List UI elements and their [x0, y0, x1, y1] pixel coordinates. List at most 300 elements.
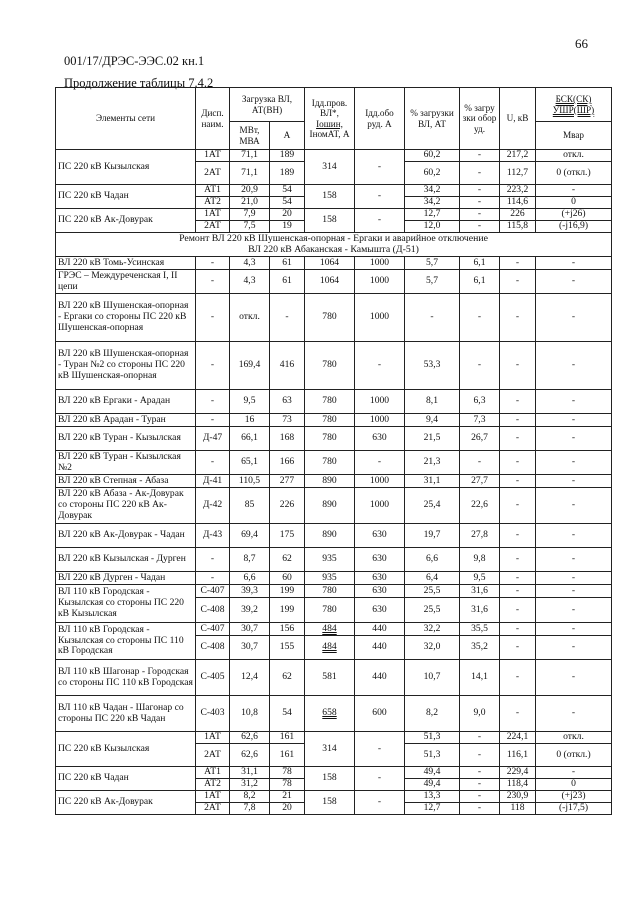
cell-disp: АТ2 [196, 779, 230, 791]
header-idd-prov-line2: Iошин, [316, 118, 343, 129]
cell-pct-obor: 35,5 [460, 623, 500, 636]
cell-mw: 21,0 [230, 197, 270, 209]
cell-disp: - [196, 270, 230, 294]
cell-u: 118,4 [500, 779, 536, 791]
cell-pct: 12,0 [405, 221, 460, 233]
cell-pct: 34,2 [405, 197, 460, 209]
table-row [56, 660, 612, 696]
cell-a: 277 [270, 475, 305, 488]
table-row [56, 767, 612, 779]
cell-bsk: - [536, 488, 612, 524]
row-element: ПС 220 кВ Кызылская [56, 150, 196, 185]
cell-mw: 66,1 [230, 427, 270, 451]
cell-bsk: - [536, 660, 612, 696]
table-row [56, 427, 612, 451]
cell-disp: АТ1 [196, 767, 230, 779]
cell-disp: - [196, 451, 230, 475]
cell-pct: 8,1 [405, 390, 460, 414]
cell-u: - [500, 598, 536, 623]
cell-mw: 62,6 [230, 744, 270, 767]
cell-disp: С-408 [196, 598, 230, 623]
cell-obor: 440 [355, 623, 405, 636]
cell-u: - [500, 270, 536, 294]
table-row [56, 185, 612, 197]
cell-mw: 65,1 [230, 451, 270, 475]
cell-a: 19 [270, 221, 305, 233]
cell-pct-obor: 31,6 [460, 585, 500, 598]
cell-pct: 60,2 [405, 150, 460, 162]
row-element: ПС 220 кВ Ак-Довурак [56, 209, 196, 233]
cell-pct-obor: - [460, 791, 500, 803]
cell-u: 223,2 [500, 185, 536, 197]
cell-pct: 31,1 [405, 475, 460, 488]
cell-u: 226 [500, 209, 536, 221]
cell-a: 175 [270, 524, 305, 548]
cell-obor: - [355, 732, 405, 767]
cell-u: - [500, 548, 536, 572]
cell-mw: 69,4 [230, 524, 270, 548]
cell-bsk: (+j26) [536, 209, 612, 221]
cell-pct-obor: - [460, 342, 500, 390]
cell-disp: 2АТ [196, 221, 230, 233]
row-element: ВЛ 220 кВ Туран - Кызылская №2 [56, 451, 196, 475]
table-row [56, 696, 612, 732]
cell-idd: 890 [305, 488, 355, 524]
cell-idd: 158 [305, 791, 355, 815]
cell-obor: 630 [355, 585, 405, 598]
cell-pct-obor: 14,1 [460, 660, 500, 696]
table-row [56, 488, 612, 524]
cell-a: 21 [270, 791, 305, 803]
row-element: ВЛ 110 кВ Шагонар - Городская со стороны ПС 110 кВ Городская [56, 660, 196, 696]
cell-idd: 780 [305, 598, 355, 623]
cell-disp: 1АТ [196, 209, 230, 221]
cell-u: 230,9 [500, 791, 536, 803]
cell-bsk: - [536, 185, 612, 197]
row-element: ВЛ 220 кВ Абаза - Ак-Довурак со стороны ПС 220 кВ Ак-Довурак [56, 488, 196, 524]
cell-u: 116,1 [500, 744, 536, 767]
table-row [56, 342, 612, 390]
row-element: ВЛ 220 кВ Шушенская-опорная - Ергаки со стороны ПС 220 кВ Шушенская-опорная [56, 294, 196, 342]
row-element: ПС 220 кВ Ак-Довурак [56, 791, 196, 815]
cell-bsk: - [536, 270, 612, 294]
cell-a: 62 [270, 548, 305, 572]
cell-bsk: - [536, 451, 612, 475]
cell-idd [305, 623, 355, 636]
header-idd-prov [305, 88, 355, 150]
cell-pct-obor: - [460, 779, 500, 791]
cell-a: 54 [270, 197, 305, 209]
section-title [56, 233, 612, 257]
cell-idd: 1064 [305, 270, 355, 294]
cell-a: 20 [270, 209, 305, 221]
cell-idd: 780 [305, 451, 355, 475]
cell-a: 156 [270, 623, 305, 636]
table-row [56, 209, 612, 221]
row-element: ПС 220 кВ Чадан [56, 185, 196, 209]
header-mw: МВт, МВА [230, 122, 270, 150]
cell-mw: 71,1 [230, 162, 270, 185]
cell-disp: Д-47 [196, 427, 230, 451]
cell-mw: 12,4 [230, 660, 270, 696]
cell-idd: 890 [305, 524, 355, 548]
table-row [56, 414, 612, 427]
cell-pct-obor: - [460, 185, 500, 197]
cell-pct: 32,0 [405, 636, 460, 660]
cell-idd: 935 [305, 572, 355, 585]
cell-pct-obor: 9,0 [460, 696, 500, 732]
cell-bsk: - [536, 636, 612, 660]
cell-bsk: - [536, 257, 612, 270]
cell-pct-obor: - [460, 803, 500, 815]
header-bsk [536, 88, 612, 122]
cell-mw: 7,5 [230, 221, 270, 233]
cell-pct: 5,7 [405, 270, 460, 294]
page-number: 66 [575, 36, 588, 51]
cell-bsk: 0 (откл.) [536, 744, 612, 767]
cell-disp: Д-43 [196, 524, 230, 548]
row-element: ВЛ 220 кВ Шушенская-опорная - Туран №2 со стороны ПС 220 кВ Шушенская-опорная [56, 342, 196, 390]
cell-u: - [500, 257, 536, 270]
cell-bsk: (-j16,9) [536, 221, 612, 233]
cell-a: 60 [270, 572, 305, 585]
header-idd-obor: Iдд.обо руд. А [355, 88, 405, 150]
table-row [56, 150, 612, 162]
cell-pct: 51,3 [405, 744, 460, 767]
cell-obor: 630 [355, 548, 405, 572]
cell-pct-obor: 27,8 [460, 524, 500, 548]
cell-disp: - [196, 390, 230, 414]
row-element: ВЛ 220 кВ Ак-Довурак - Чадан [56, 524, 196, 548]
row-element: ПС 220 кВ Чадан [56, 767, 196, 791]
cell-obor: - [355, 791, 405, 815]
header-load: Загрузка ВЛ, АТ(ВН) [230, 88, 305, 122]
cell-pct-obor: 31,6 [460, 598, 500, 623]
cell-pct: 53,3 [405, 342, 460, 390]
cell-pct: 12,7 [405, 209, 460, 221]
row-element: ВЛ 220 кВ Ергаки - Арадан [56, 390, 196, 414]
cell-pct: 49,4 [405, 779, 460, 791]
cell-u: 118 [500, 803, 536, 815]
cell-disp: - [196, 257, 230, 270]
cell-obor: 1000 [355, 488, 405, 524]
cell-disp: 2АТ [196, 803, 230, 815]
table-row [56, 572, 612, 585]
row-element: ПС 220 кВ Кызылская [56, 732, 196, 767]
cell-a: 63 [270, 390, 305, 414]
cell-a: 416 [270, 342, 305, 390]
cell-bsk: - [536, 767, 612, 779]
cell-disp: 1АТ [196, 150, 230, 162]
cell-idd: 780 [305, 585, 355, 598]
table-row [56, 623, 612, 636]
cell-bsk: - [536, 585, 612, 598]
cell-obor: - [355, 185, 405, 209]
row-element: ВЛ 110 кВ Чадан - Шагонар со стороны ПС 220 кВ Чадан [56, 696, 196, 732]
header-mvar: Мвар [536, 122, 612, 150]
cell-obor: 440 [355, 636, 405, 660]
cell-mw: откл. [230, 294, 270, 342]
cell-pct: - [405, 294, 460, 342]
cell-u: 224,1 [500, 732, 536, 744]
cell-mw: 31,1 [230, 767, 270, 779]
cell-pct-obor: - [460, 209, 500, 221]
cell-a: 20 [270, 803, 305, 815]
cell-bsk: (+j23) [536, 791, 612, 803]
cell-mw: 8,7 [230, 548, 270, 572]
cell-obor: - [355, 451, 405, 475]
cell-pct: 25,4 [405, 488, 460, 524]
cell-pct-obor: - [460, 744, 500, 767]
cell-mw: 31,2 [230, 779, 270, 791]
cell-a: 155 [270, 636, 305, 660]
cell-a: 61 [270, 257, 305, 270]
cell-idd-text: 484 [322, 641, 337, 653]
cell-u: - [500, 451, 536, 475]
cell-disp: С-407 [196, 623, 230, 636]
cell-a: 168 [270, 427, 305, 451]
cell-obor: 630 [355, 524, 405, 548]
header-bsk-text: БСК(СК) УШР(ШР) [552, 94, 595, 115]
cell-obor: 1000 [355, 475, 405, 488]
cell-pct-obor: 27,7 [460, 475, 500, 488]
header-a: А [270, 122, 305, 150]
cell-bsk: - [536, 572, 612, 585]
cell-u: - [500, 696, 536, 732]
cell-disp: - [196, 572, 230, 585]
cell-obor: - [355, 150, 405, 185]
cell-idd: 158 [305, 767, 355, 791]
cell-mw: 169,4 [230, 342, 270, 390]
cell-mw: 71,1 [230, 150, 270, 162]
cell-pct: 12,7 [405, 803, 460, 815]
cell-pct-obor: 35,2 [460, 636, 500, 660]
table-row [56, 791, 612, 803]
cell-mw: 20,9 [230, 185, 270, 197]
cell-mw: 10,8 [230, 696, 270, 732]
cell-pct-obor: 6,3 [460, 390, 500, 414]
cell-bsk: - [536, 548, 612, 572]
cell-u: - [500, 660, 536, 696]
cell-bsk: - [536, 414, 612, 427]
cell-pct: 25,5 [405, 585, 460, 598]
cell-mw: 39,3 [230, 585, 270, 598]
cell-idd: 314 [305, 732, 355, 767]
cell-bsk: - [536, 294, 612, 342]
cell-pct-obor: - [460, 162, 500, 185]
cell-obor: 1000 [355, 257, 405, 270]
cell-obor: 440 [355, 660, 405, 696]
cell-u: - [500, 390, 536, 414]
table-continuation-title: Продолжение таблицы 7.4.2 [64, 76, 214, 90]
cell-obor: - [355, 209, 405, 233]
row-element: ВЛ 220 кВ Томь-Усинская [56, 257, 196, 270]
cell-pct-obor: - [460, 150, 500, 162]
cell-a: 54 [270, 185, 305, 197]
row-element: ВЛ 220 кВ Кызылская - Дурген [56, 548, 196, 572]
cell-pct-obor: - [460, 732, 500, 744]
cell-pct-obor: 6,1 [460, 257, 500, 270]
cell-pct: 51,3 [405, 732, 460, 744]
cell-pct: 34,2 [405, 185, 460, 197]
cell-bsk: - [536, 427, 612, 451]
cell-bsk: - [536, 524, 612, 548]
cell-pct: 21,3 [405, 451, 460, 475]
cell-mw: 4,3 [230, 257, 270, 270]
cell-pct: 8,2 [405, 696, 460, 732]
section-title-line1: Ремонт ВЛ 220 кВ Шушенская-опорная - Ергаки и аварийное отключение [179, 232, 488, 244]
cell-bsk: откл. [536, 150, 612, 162]
cell-bsk: 0 [536, 779, 612, 791]
table-row [56, 390, 612, 414]
cell-a: - [270, 294, 305, 342]
cell-u: - [500, 524, 536, 548]
cell-pct-obor: 22,6 [460, 488, 500, 524]
cell-pct: 49,4 [405, 767, 460, 779]
cell-u: 217,2 [500, 150, 536, 162]
cell-pct: 9,4 [405, 414, 460, 427]
section-row [56, 233, 612, 257]
cell-bsk: - [536, 390, 612, 414]
row-element: ВЛ 220 кВ Степная - Абаза [56, 475, 196, 488]
cell-mw: 39,2 [230, 598, 270, 623]
header-disp: Дисп. наим. [196, 88, 230, 150]
cell-obor: 1000 [355, 414, 405, 427]
cell-disp: С-407 [196, 585, 230, 598]
cell-mw: 85 [230, 488, 270, 524]
cell-u: - [500, 585, 536, 598]
cell-pct-obor: 9,8 [460, 548, 500, 572]
cell-u: - [500, 475, 536, 488]
header-pct-obor: % загру зки обор уд. [460, 88, 500, 150]
cell-disp: С-405 [196, 660, 230, 696]
table-row [56, 732, 612, 744]
cell-obor: 630 [355, 427, 405, 451]
cell-u: - [500, 427, 536, 451]
document-code: 001/17/ДРЭС-ЭЭС.02 кн.1 [64, 54, 205, 68]
cell-u: - [500, 488, 536, 524]
cell-pct: 13,3 [405, 791, 460, 803]
cell-pct-obor: - [460, 767, 500, 779]
row-element: ВЛ 110 кВ Городская - Кызылская со стороны ПС 220 кВ Кызылская [56, 585, 196, 623]
cell-pct: 25,5 [405, 598, 460, 623]
cell-disp: С-408 [196, 636, 230, 660]
cell-pct: 19,7 [405, 524, 460, 548]
table-row [56, 548, 612, 572]
cell-pct: 5,7 [405, 257, 460, 270]
cell-disp: - [196, 548, 230, 572]
cell-disp: - [196, 342, 230, 390]
cell-mw: 8,2 [230, 791, 270, 803]
cell-pct: 21,5 [405, 427, 460, 451]
cell-disp: АТ2 [196, 197, 230, 209]
cell-disp: Д-42 [196, 488, 230, 524]
cell-disp: - [196, 294, 230, 342]
header-idd-prov-line1: Iдд.пров. ВЛ*, [311, 97, 348, 118]
cell-obor: 600 [355, 696, 405, 732]
cell-idd: 890 [305, 475, 355, 488]
cell-bsk: - [536, 475, 612, 488]
cell-disp: 2АТ [196, 744, 230, 767]
cell-a: 161 [270, 744, 305, 767]
cell-u: - [500, 623, 536, 636]
cell-idd: 314 [305, 150, 355, 185]
cell-mw: 9,5 [230, 390, 270, 414]
header-pct-load: % загрузки ВЛ, АТ [405, 88, 460, 150]
cell-u: - [500, 572, 536, 585]
cell-idd: 780 [305, 427, 355, 451]
cell-a: 73 [270, 414, 305, 427]
cell-a: 54 [270, 696, 305, 732]
row-element: ВЛ 110 кВ Городская - Кызылская со стороны ПС 110 кВ Городская [56, 623, 196, 660]
table-row [56, 270, 612, 294]
cell-idd: 780 [305, 414, 355, 427]
cell-obor: 630 [355, 572, 405, 585]
cell-obor: - [355, 767, 405, 791]
cell-u: - [500, 636, 536, 660]
cell-bsk: откл. [536, 732, 612, 744]
cell-pct-obor: 7,3 [460, 414, 500, 427]
cell-obor: - [355, 342, 405, 390]
table-row [56, 294, 612, 342]
cell-idd: 158 [305, 185, 355, 209]
cell-idd: 780 [305, 342, 355, 390]
cell-idd: 935 [305, 548, 355, 572]
cell-idd: 780 [305, 294, 355, 342]
cell-pct-obor: - [460, 294, 500, 342]
cell-a: 199 [270, 598, 305, 623]
cell-bsk: - [536, 342, 612, 390]
cell-disp: 1АТ [196, 732, 230, 744]
row-element: ГРЭС – Междуреченская I, II цепи [56, 270, 196, 294]
cell-bsk: - [536, 598, 612, 623]
cell-disp: С-403 [196, 696, 230, 732]
cell-a: 226 [270, 488, 305, 524]
cell-a: 161 [270, 732, 305, 744]
table-row [56, 257, 612, 270]
cell-obor: 1000 [355, 390, 405, 414]
cell-obor: 1000 [355, 270, 405, 294]
cell-bsk: - [536, 623, 612, 636]
row-element: ВЛ 220 кВ Дурген - Чадан [56, 572, 196, 585]
cell-bsk: 0 [536, 197, 612, 209]
cell-u: - [500, 414, 536, 427]
header-idd-prov-line3: IномАТ, А [309, 129, 350, 139]
cell-pct-obor: - [460, 197, 500, 209]
cell-mw: 30,7 [230, 636, 270, 660]
cell-pct: 32,2 [405, 623, 460, 636]
cell-pct-obor: 9,5 [460, 572, 500, 585]
cell-idd [305, 696, 355, 732]
cell-pct: 60,2 [405, 162, 460, 185]
cell-disp: 1АТ [196, 791, 230, 803]
header-u: U, кВ [500, 88, 536, 150]
cell-a: 166 [270, 451, 305, 475]
table-row [56, 524, 612, 548]
cell-bsk: 0 (откл.) [536, 162, 612, 185]
cell-pct: 10,7 [405, 660, 460, 696]
cell-obor: 630 [355, 598, 405, 623]
cell-mw: 30,7 [230, 623, 270, 636]
table-row [56, 475, 612, 488]
cell-disp: АТ1 [196, 185, 230, 197]
cell-pct-obor: - [460, 451, 500, 475]
cell-mw: 16 [230, 414, 270, 427]
cell-pct-obor: 26,7 [460, 427, 500, 451]
cell-pct: 6,4 [405, 572, 460, 585]
section-title-line2: ВЛ 220 кВ Абаканская - Камышта (Д-51) [248, 243, 419, 255]
cell-mw: 6,6 [230, 572, 270, 585]
